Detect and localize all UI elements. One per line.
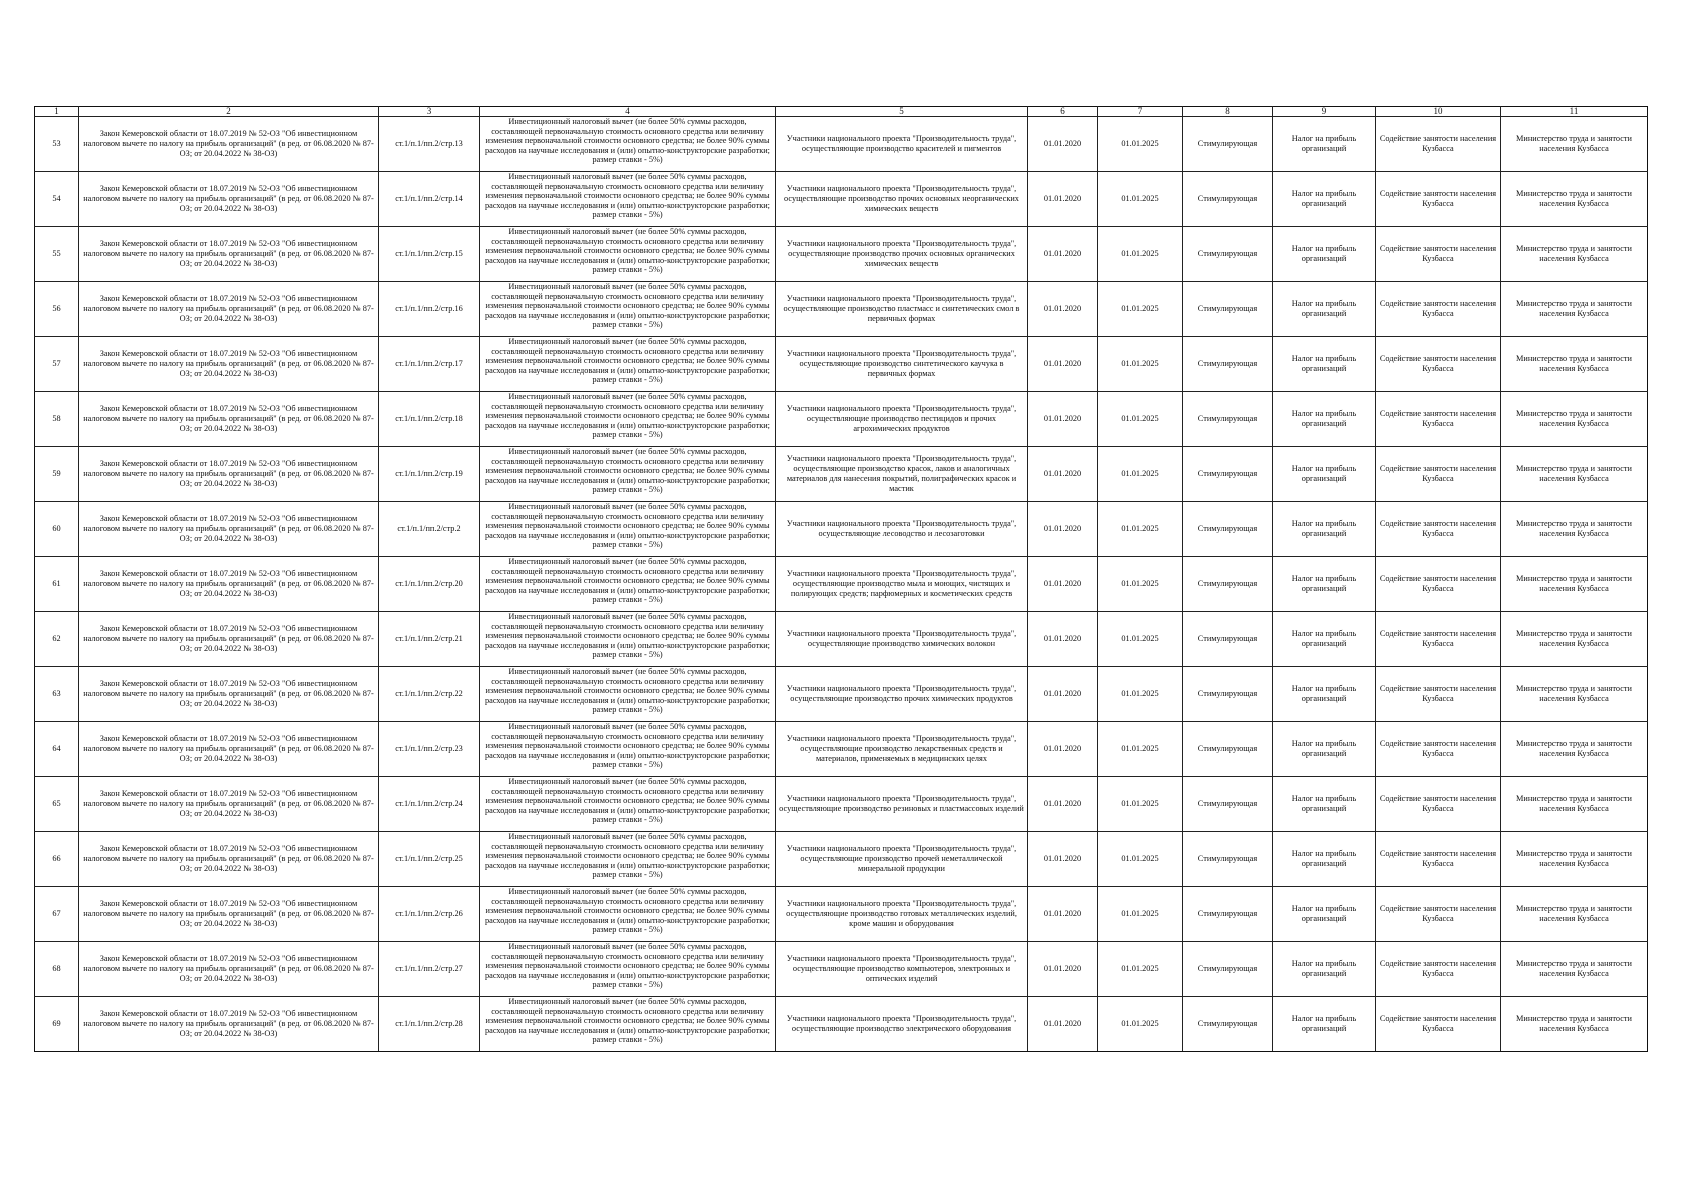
curator-cell: Министерство труда и занятости населения Кузбасса bbox=[1501, 777, 1648, 832]
law-reference-cell: Закон Кемеровской области от 18.07.2019 № 52-ОЗ "Об инвестиционном налоговом вычете по налогу на прибыль организаций" (в ред. от 06.08.2020 № 87-ОЗ; от 20.04.2022 № 38-ОЗ) bbox=[79, 722, 379, 777]
row-number-cell: 68 bbox=[35, 942, 79, 997]
end-date-cell: 01.01.2025 bbox=[1098, 557, 1183, 612]
tax-name-cell: Налог на прибыль организаций bbox=[1273, 282, 1376, 337]
end-date-cell: 01.01.2025 bbox=[1098, 227, 1183, 282]
goal-cell: Содействие занятости населения Кузбасса bbox=[1376, 117, 1501, 172]
table-body bbox=[35, 117, 1648, 1052]
tax-name-cell: Налог на прибыль организаций bbox=[1273, 227, 1376, 282]
article-reference-cell: ст.1/п.1/пп.2/стр.19 bbox=[379, 447, 480, 502]
goal-cell: Содействие занятости населения Кузбасса bbox=[1376, 667, 1501, 722]
goal-cell: Содействие занятости населения Кузбасса bbox=[1376, 502, 1501, 557]
table-row bbox=[35, 447, 1648, 502]
row-number-cell: 55 bbox=[35, 227, 79, 282]
deduction-description-cell: Инвестиционный налоговый вычет (не более 50% суммы расходов, составляющей первоначальную стоимость основного средства или величину изменения первоначальной стоимости основного средства; не более 90% суммы расходов на научные исследования и (или) опытно-конструкторские разработки; размер ставки - 5%) bbox=[480, 502, 776, 557]
row-number-cell: 65 bbox=[35, 777, 79, 832]
deduction-description-cell: Инвестиционный налоговый вычет (не более 50% суммы расходов, составляющей первоначальную стоимость основного средства или величину изменения первоначальной стоимости основного средства; не более 90% суммы расходов на научные исследования и (или) опытно-конструкторские разработки; размер ставки - 5%) bbox=[480, 887, 776, 942]
table-row bbox=[35, 227, 1648, 282]
beneficiary-category-cell: Участники национального проекта "Производительность труда", осуществляющие производство пестицидов и прочих агрохимических продуктов bbox=[776, 392, 1028, 447]
beneficiary-category-cell: Участники национального проекта "Производительность труда", осуществляющие производство прочих химических продуктов bbox=[776, 667, 1028, 722]
beneficiary-category-cell: Участники национального проекта "Производительность труда", осуществляющие производство резиновых и пластмассовых изделий bbox=[776, 777, 1028, 832]
beneficiary-category-cell: Участники национального проекта "Производительность труда", осуществляющие производство электрического оборудования bbox=[776, 997, 1028, 1052]
row-number-cell: 54 bbox=[35, 172, 79, 227]
start-date-cell: 01.01.2020 bbox=[1028, 557, 1098, 612]
goal-cell: Содействие занятости населения Кузбасса bbox=[1376, 227, 1501, 282]
end-date-cell: 01.01.2025 bbox=[1098, 777, 1183, 832]
row-number-cell: 57 bbox=[35, 337, 79, 392]
deduction-description-cell: Инвестиционный налоговый вычет (не более 50% суммы расходов, составляющей первоначальную стоимость основного средства или величину изменения первоначальной стоимости основного средства; не более 90% суммы расходов на научные исследования и (или) опытно-конструкторские разработки; размер ставки - 5%) bbox=[480, 832, 776, 887]
article-reference-cell: ст.1/п.1/пп.2/стр.20 bbox=[379, 557, 480, 612]
table-row bbox=[35, 887, 1648, 942]
goal-cell: Содействие занятости населения Кузбасса bbox=[1376, 612, 1501, 667]
end-date-cell: 01.01.2025 bbox=[1098, 722, 1183, 777]
deduction-description-cell: Инвестиционный налоговый вычет (не более 50% суммы расходов, составляющей первоначальную стоимость основного средства или величину изменения первоначальной стоимости основного средства; не более 90% суммы расходов на научные исследования и (или) опытно-конструкторские разработки; размер ставки - 5%) bbox=[480, 447, 776, 502]
row-number-cell: 59 bbox=[35, 447, 79, 502]
article-reference-cell: ст.1/п.1/пп.2/стр.18 bbox=[379, 392, 480, 447]
curator-cell: Министерство труда и занятости населения Кузбасса bbox=[1501, 172, 1648, 227]
goal-cell: Содействие занятости населения Кузбасса bbox=[1376, 392, 1501, 447]
benefit-type-cell: Стимулирующая bbox=[1183, 667, 1273, 722]
goal-cell: Содействие занятости населения Кузбасса bbox=[1376, 777, 1501, 832]
curator-cell: Министерство труда и занятости населения Кузбасса bbox=[1501, 997, 1648, 1052]
row-number-cell: 67 bbox=[35, 887, 79, 942]
deduction-description-cell: Инвестиционный налоговый вычет (не более 50% суммы расходов, составляющей первоначальную стоимость основного средства или величину изменения первоначальной стоимости основного средства; не более 90% суммы расходов на научные исследования и (или) опытно-конструкторские разработки; размер ставки - 5%) bbox=[480, 777, 776, 832]
tax-name-cell: Налог на прибыль организаций bbox=[1273, 447, 1376, 502]
benefit-type-cell: Стимулирующая bbox=[1183, 337, 1273, 392]
benefit-type-cell: Стимулирующая bbox=[1183, 722, 1273, 777]
law-reference-cell: Закон Кемеровской области от 18.07.2019 № 52-ОЗ "Об инвестиционном налоговом вычете по налогу на прибыль организаций" (в ред. от 06.08.2020 № 87-ОЗ; от 20.04.2022 № 38-ОЗ) bbox=[79, 502, 379, 557]
tax-name-cell: Налог на прибыль организаций bbox=[1273, 172, 1376, 227]
tax-name-cell: Налог на прибыль организаций bbox=[1273, 777, 1376, 832]
article-reference-cell: ст.1/п.1/пп.2/стр.13 bbox=[379, 117, 480, 172]
table-row bbox=[35, 502, 1648, 557]
deduction-description-cell: Инвестиционный налоговый вычет (не более 50% суммы расходов, составляющей первоначальную стоимость основного средства или величину изменения первоначальной стоимости основного средства; не более 90% суммы расходов на научные исследования и (или) опытно-конструкторские разработки; размер ставки - 5%) bbox=[480, 337, 776, 392]
law-reference-cell: Закон Кемеровской области от 18.07.2019 № 52-ОЗ "Об инвестиционном налоговом вычете по налогу на прибыль организаций" (в ред. от 06.08.2020 № 87-ОЗ; от 20.04.2022 № 38-ОЗ) bbox=[79, 227, 379, 282]
benefit-type-cell: Стимулирующая bbox=[1183, 227, 1273, 282]
end-date-cell: 01.01.2025 bbox=[1098, 832, 1183, 887]
tax-name-cell: Налог на прибыль организаций bbox=[1273, 722, 1376, 777]
deduction-description-cell: Инвестиционный налоговый вычет (не более 50% суммы расходов, составляющей первоначальную стоимость основного средства или величину изменения первоначальной стоимости основного средства; не более 90% суммы расходов на научные исследования и (или) опытно-конструкторские разработки; размер ставки - 5%) bbox=[480, 282, 776, 337]
curator-cell: Министерство труда и занятости населения Кузбасса bbox=[1501, 942, 1648, 997]
column-header: 9 bbox=[1273, 107, 1376, 117]
article-reference-cell: ст.1/п.1/пп.2/стр.21 bbox=[379, 612, 480, 667]
deduction-description-cell: Инвестиционный налоговый вычет (не более 50% суммы расходов, составляющей первоначальную стоимость основного средства или величину изменения первоначальной стоимости основного средства; не более 90% суммы расходов на научные исследования и (или) опытно-конструкторские разработки; размер ставки - 5%) bbox=[480, 942, 776, 997]
end-date-cell: 01.01.2025 bbox=[1098, 337, 1183, 392]
row-number-cell: 64 bbox=[35, 722, 79, 777]
curator-cell: Министерство труда и занятости населения Кузбасса bbox=[1501, 392, 1648, 447]
deduction-description-cell: Инвестиционный налоговый вычет (не более 50% суммы расходов, составляющей первоначальную стоимость основного средства или величину изменения первоначальной стоимости основного средства; не более 90% суммы расходов на научные исследования и (или) опытно-конструкторские разработки; размер ставки - 5%) bbox=[480, 392, 776, 447]
row-number-cell: 58 bbox=[35, 392, 79, 447]
beneficiary-category-cell: Участники национального проекта "Производительность труда", осуществляющие производство компьютеров, электронных и оптических изделий bbox=[776, 942, 1028, 997]
table-row bbox=[35, 337, 1648, 392]
law-reference-cell: Закон Кемеровской области от 18.07.2019 № 52-ОЗ "Об инвестиционном налоговом вычете по налогу на прибыль организаций" (в ред. от 06.08.2020 № 87-ОЗ; от 20.04.2022 № 38-ОЗ) bbox=[79, 997, 379, 1052]
deduction-description-cell: Инвестиционный налоговый вычет (не более 50% суммы расходов, составляющей первоначальную стоимость основного средства или величину изменения первоначальной стоимости основного средства; не более 90% суммы расходов на научные исследования и (или) опытно-конструкторские разработки; размер ставки - 5%) bbox=[480, 117, 776, 172]
tax-name-cell: Налог на прибыль организаций bbox=[1273, 337, 1376, 392]
deduction-description-cell: Инвестиционный налоговый вычет (не более 50% суммы расходов, составляющей первоначальную стоимость основного средства или величину изменения первоначальной стоимости основного средства; не более 90% суммы расходов на научные исследования и (или) опытно-конструкторские разработки; размер ставки - 5%) bbox=[480, 722, 776, 777]
goal-cell: Содействие занятости населения Кузбасса bbox=[1376, 997, 1501, 1052]
start-date-cell: 01.01.2020 bbox=[1028, 942, 1098, 997]
start-date-cell: 01.01.2020 bbox=[1028, 282, 1098, 337]
start-date-cell: 01.01.2020 bbox=[1028, 777, 1098, 832]
end-date-cell: 01.01.2025 bbox=[1098, 282, 1183, 337]
curator-cell: Министерство труда и занятости населения Кузбасса bbox=[1501, 832, 1648, 887]
curator-cell: Министерство труда и занятости населения Кузбасса bbox=[1501, 722, 1648, 777]
start-date-cell: 01.01.2020 bbox=[1028, 117, 1098, 172]
benefit-type-cell: Стимулирующая bbox=[1183, 502, 1273, 557]
column-header: 10 bbox=[1376, 107, 1501, 117]
benefit-type-cell: Стимулирующая bbox=[1183, 832, 1273, 887]
row-number-cell: 69 bbox=[35, 997, 79, 1052]
benefit-type-cell: Стимулирующая bbox=[1183, 172, 1273, 227]
tax-name-cell: Налог на прибыль организаций bbox=[1273, 557, 1376, 612]
beneficiary-category-cell: Участники национального проекта "Производительность труда", осуществляющие производство прочей неметаллической минеральной продукции bbox=[776, 832, 1028, 887]
beneficiary-category-cell: Участники национального проекта "Производительность труда", осуществляющие производство красителей и пигментов bbox=[776, 117, 1028, 172]
end-date-cell: 01.01.2025 bbox=[1098, 117, 1183, 172]
benefit-type-cell: Стимулирующая bbox=[1183, 612, 1273, 667]
benefit-type-cell: Стимулирующая bbox=[1183, 942, 1273, 997]
tax-benefits-table-sheet bbox=[34, 106, 1647, 1052]
start-date-cell: 01.01.2020 bbox=[1028, 227, 1098, 282]
deduction-description-cell: Инвестиционный налоговый вычет (не более 50% суммы расходов, составляющей первоначальную стоимость основного средства или величину изменения первоначальной стоимости основного средства; не более 90% суммы расходов на научные исследования и (или) опытно-конструкторские разработки; размер ставки - 5%) bbox=[480, 667, 776, 722]
beneficiary-category-cell: Участники национального проекта "Производительность труда", осуществляющие производство синтетического каучука в первичных формах bbox=[776, 337, 1028, 392]
end-date-cell: 01.01.2025 bbox=[1098, 392, 1183, 447]
article-reference-cell: ст.1/п.1/пп.2/стр.24 bbox=[379, 777, 480, 832]
column-header: 4 bbox=[480, 107, 776, 117]
curator-cell: Министерство труда и занятости населения Кузбасса bbox=[1501, 887, 1648, 942]
article-reference-cell: ст.1/п.1/пп.2/стр.15 bbox=[379, 227, 480, 282]
deduction-description-cell: Инвестиционный налоговый вычет (не более 50% суммы расходов, составляющей первоначальную стоимость основного средства или величину изменения первоначальной стоимости основного средства; не более 90% суммы расходов на научные исследования и (или) опытно-конструкторские разработки; размер ставки - 5%) bbox=[480, 997, 776, 1052]
goal-cell: Содействие занятости населения Кузбасса bbox=[1376, 172, 1501, 227]
benefit-type-cell: Стимулирующая bbox=[1183, 777, 1273, 832]
start-date-cell: 01.01.2020 bbox=[1028, 667, 1098, 722]
column-header: 1 bbox=[35, 107, 79, 117]
start-date-cell: 01.01.2020 bbox=[1028, 337, 1098, 392]
start-date-cell: 01.01.2020 bbox=[1028, 887, 1098, 942]
tax-benefits-table bbox=[34, 106, 1648, 1052]
curator-cell: Министерство труда и занятости населения Кузбасса bbox=[1501, 557, 1648, 612]
article-reference-cell: ст.1/п.1/пп.2/стр.16 bbox=[379, 282, 480, 337]
start-date-cell: 01.01.2020 bbox=[1028, 447, 1098, 502]
tax-name-cell: Налог на прибыль организаций bbox=[1273, 502, 1376, 557]
deduction-description-cell: Инвестиционный налоговый вычет (не более 50% суммы расходов, составляющей первоначальную стоимость основного средства или величину изменения первоначальной стоимости основного средства; не более 90% суммы расходов на научные исследования и (или) опытно-конструкторские разработки; размер ставки - 5%) bbox=[480, 612, 776, 667]
start-date-cell: 01.01.2020 bbox=[1028, 612, 1098, 667]
tax-name-cell: Налог на прибыль организаций bbox=[1273, 612, 1376, 667]
law-reference-cell: Закон Кемеровской области от 18.07.2019 № 52-ОЗ "Об инвестиционном налоговом вычете по налогу на прибыль организаций" (в ред. от 06.08.2020 № 87-ОЗ; от 20.04.2022 № 38-ОЗ) bbox=[79, 172, 379, 227]
start-date-cell: 01.01.2020 bbox=[1028, 172, 1098, 227]
row-number-cell: 66 bbox=[35, 832, 79, 887]
table-row bbox=[35, 612, 1648, 667]
goal-cell: Содействие занятости населения Кузбасса bbox=[1376, 942, 1501, 997]
table-row bbox=[35, 777, 1648, 832]
article-reference-cell: ст.1/п.1/пп.2/стр.17 bbox=[379, 337, 480, 392]
table-row bbox=[35, 942, 1648, 997]
tax-name-cell: Налог на прибыль организаций bbox=[1273, 997, 1376, 1052]
beneficiary-category-cell: Участники национального проекта "Производительность труда", осуществляющие производство прочих основных неорганических химических веществ bbox=[776, 172, 1028, 227]
beneficiary-category-cell: Участники национального проекта "Производительность труда", осуществляющие производство прочих основных органических химических веществ bbox=[776, 227, 1028, 282]
goal-cell: Содействие занятости населения Кузбасса bbox=[1376, 447, 1501, 502]
tax-name-cell: Налог на прибыль организаций bbox=[1273, 942, 1376, 997]
end-date-cell: 01.01.2025 bbox=[1098, 942, 1183, 997]
column-number-header-row bbox=[35, 107, 1648, 117]
article-reference-cell: ст.1/п.1/пп.2/стр.25 bbox=[379, 832, 480, 887]
curator-cell: Министерство труда и занятости населения Кузбасса bbox=[1501, 667, 1648, 722]
tax-name-cell: Налог на прибыль организаций bbox=[1273, 117, 1376, 172]
beneficiary-category-cell: Участники национального проекта "Производительность труда", осуществляющие производство пластмасс и синтетических смол в первичных формах bbox=[776, 282, 1028, 337]
article-reference-cell: ст.1/п.1/пп.2/стр.23 bbox=[379, 722, 480, 777]
law-reference-cell: Закон Кемеровской области от 18.07.2019 № 52-ОЗ "Об инвестиционном налоговом вычете по налогу на прибыль организаций" (в ред. от 06.08.2020 № 87-ОЗ; от 20.04.2022 № 38-ОЗ) bbox=[79, 337, 379, 392]
curator-cell: Министерство труда и занятости населения Кузбасса bbox=[1501, 117, 1648, 172]
end-date-cell: 01.01.2025 bbox=[1098, 502, 1183, 557]
law-reference-cell: Закон Кемеровской области от 18.07.2019 № 52-ОЗ "Об инвестиционном налоговом вычете по налогу на прибыль организаций" (в ред. от 06.08.2020 № 87-ОЗ; от 20.04.2022 № 38-ОЗ) bbox=[79, 392, 379, 447]
tax-name-cell: Налог на прибыль организаций bbox=[1273, 832, 1376, 887]
row-number-cell: 56 bbox=[35, 282, 79, 337]
law-reference-cell: Закон Кемеровской области от 18.07.2019 № 52-ОЗ "Об инвестиционном налоговом вычете по налогу на прибыль организаций" (в ред. от 06.08.2020 № 87-ОЗ; от 20.04.2022 № 38-ОЗ) bbox=[79, 667, 379, 722]
article-reference-cell: ст.1/п.1/пп.2/стр.22 bbox=[379, 667, 480, 722]
row-number-cell: 60 bbox=[35, 502, 79, 557]
curator-cell: Министерство труда и занятости населения Кузбасса bbox=[1501, 227, 1648, 282]
deduction-description-cell: Инвестиционный налоговый вычет (не более 50% суммы расходов, составляющей первоначальную стоимость основного средства или величину изменения первоначальной стоимости основного средства; не более 90% суммы расходов на научные исследования и (или) опытно-конструкторские разработки; размер ставки - 5%) bbox=[480, 557, 776, 612]
end-date-cell: 01.01.2025 bbox=[1098, 887, 1183, 942]
law-reference-cell: Закон Кемеровской области от 18.07.2019 № 52-ОЗ "Об инвестиционном налоговом вычете по налогу на прибыль организаций" (в ред. от 06.08.2020 № 87-ОЗ; от 20.04.2022 № 38-ОЗ) bbox=[79, 612, 379, 667]
benefit-type-cell: Стимулирующая bbox=[1183, 282, 1273, 337]
curator-cell: Министерство труда и занятости населения Кузбасса bbox=[1501, 612, 1648, 667]
curator-cell: Министерство труда и занятости населения Кузбасса bbox=[1501, 502, 1648, 557]
start-date-cell: 01.01.2020 bbox=[1028, 832, 1098, 887]
table-row bbox=[35, 832, 1648, 887]
goal-cell: Содействие занятости населения Кузбасса bbox=[1376, 337, 1501, 392]
goal-cell: Содействие занятости населения Кузбасса bbox=[1376, 557, 1501, 612]
article-reference-cell: ст.1/п.1/пп.2/стр.14 bbox=[379, 172, 480, 227]
start-date-cell: 01.01.2020 bbox=[1028, 502, 1098, 557]
benefit-type-cell: Стимулирующая bbox=[1183, 447, 1273, 502]
tax-name-cell: Налог на прибыль организаций bbox=[1273, 667, 1376, 722]
end-date-cell: 01.01.2025 bbox=[1098, 172, 1183, 227]
row-number-cell: 63 bbox=[35, 667, 79, 722]
column-header: 7 bbox=[1098, 107, 1183, 117]
table-row bbox=[35, 997, 1648, 1052]
curator-cell: Министерство труда и занятости населения Кузбасса bbox=[1501, 282, 1648, 337]
law-reference-cell: Закон Кемеровской области от 18.07.2019 № 52-ОЗ "Об инвестиционном налоговом вычете по налогу на прибыль организаций" (в ред. от 06.08.2020 № 87-ОЗ; от 20.04.2022 № 38-ОЗ) bbox=[79, 887, 379, 942]
beneficiary-category-cell: Участники национального проекта "Производительность труда", осуществляющие лесоводство и лесозаготовки bbox=[776, 502, 1028, 557]
tax-name-cell: Налог на прибыль организаций bbox=[1273, 887, 1376, 942]
deduction-description-cell: Инвестиционный налоговый вычет (не более 50% суммы расходов, составляющей первоначальную стоимость основного средства или величину изменения первоначальной стоимости основного средства; не более 90% суммы расходов на научные исследования и (или) опытно-конструкторские разработки; размер ставки - 5%) bbox=[480, 227, 776, 282]
start-date-cell: 01.01.2020 bbox=[1028, 997, 1098, 1052]
row-number-cell: 53 bbox=[35, 117, 79, 172]
law-reference-cell: Закон Кемеровской области от 18.07.2019 № 52-ОЗ "Об инвестиционном налоговом вычете по налогу на прибыль организаций" (в ред. от 06.08.2020 № 87-ОЗ; от 20.04.2022 № 38-ОЗ) bbox=[79, 117, 379, 172]
law-reference-cell: Закон Кемеровской области от 18.07.2019 № 52-ОЗ "Об инвестиционном налоговом вычете по налогу на прибыль организаций" (в ред. от 06.08.2020 № 87-ОЗ; от 20.04.2022 № 38-ОЗ) bbox=[79, 942, 379, 997]
goal-cell: Содействие занятости населения Кузбасса bbox=[1376, 832, 1501, 887]
benefit-type-cell: Стимулирующая bbox=[1183, 117, 1273, 172]
table-row bbox=[35, 667, 1648, 722]
law-reference-cell: Закон Кемеровской области от 18.07.2019 № 52-ОЗ "Об инвестиционном налоговом вычете по налогу на прибыль организаций" (в ред. от 06.08.2020 № 87-ОЗ; от 20.04.2022 № 38-ОЗ) bbox=[79, 557, 379, 612]
beneficiary-category-cell: Участники национального проекта "Производительность труда", осуществляющие производство лекарственных средств и материалов, применяемых в медицинских целях bbox=[776, 722, 1028, 777]
column-header: 5 bbox=[776, 107, 1028, 117]
table-row bbox=[35, 172, 1648, 227]
end-date-cell: 01.01.2025 bbox=[1098, 612, 1183, 667]
end-date-cell: 01.01.2025 bbox=[1098, 997, 1183, 1052]
end-date-cell: 01.01.2025 bbox=[1098, 447, 1183, 502]
beneficiary-category-cell: Участники национального проекта "Производительность труда", осуществляющие производство красок, лаков и аналогичных материалов для нанесения покрытий, полиграфических красок и мастик bbox=[776, 447, 1028, 502]
curator-cell: Министерство труда и занятости населения Кузбасса bbox=[1501, 447, 1648, 502]
goal-cell: Содействие занятости населения Кузбасса bbox=[1376, 887, 1501, 942]
benefit-type-cell: Стимулирующая bbox=[1183, 557, 1273, 612]
table-row bbox=[35, 282, 1648, 337]
law-reference-cell: Закон Кемеровской области от 18.07.2019 № 52-ОЗ "Об инвестиционном налоговом вычете по налогу на прибыль организаций" (в ред. от 06.08.2020 № 87-ОЗ; от 20.04.2022 № 38-ОЗ) bbox=[79, 832, 379, 887]
deduction-description-cell: Инвестиционный налоговый вычет (не более 50% суммы расходов, составляющей первоначальную стоимость основного средства или величину изменения первоначальной стоимости основного средства; не более 90% суммы расходов на научные исследования и (или) опытно-конструкторские разработки; размер ставки - 5%) bbox=[480, 172, 776, 227]
article-reference-cell: ст.1/п.1/пп.2/стр.26 bbox=[379, 887, 480, 942]
benefit-type-cell: Стимулирующая bbox=[1183, 392, 1273, 447]
row-number-cell: 62 bbox=[35, 612, 79, 667]
benefit-type-cell: Стимулирующая bbox=[1183, 887, 1273, 942]
goal-cell: Содействие занятости населения Кузбасса bbox=[1376, 282, 1501, 337]
column-header: 3 bbox=[379, 107, 480, 117]
start-date-cell: 01.01.2020 bbox=[1028, 722, 1098, 777]
table-row bbox=[35, 557, 1648, 612]
law-reference-cell: Закон Кемеровской области от 18.07.2019 № 52-ОЗ "Об инвестиционном налоговом вычете по налогу на прибыль организаций" (в ред. от 06.08.2020 № 87-ОЗ; от 20.04.2022 № 38-ОЗ) bbox=[79, 777, 379, 832]
tax-name-cell: Налог на прибыль организаций bbox=[1273, 392, 1376, 447]
benefit-type-cell: Стимулирующая bbox=[1183, 997, 1273, 1052]
end-date-cell: 01.01.2025 bbox=[1098, 667, 1183, 722]
row-number-cell: 61 bbox=[35, 557, 79, 612]
column-header: 8 bbox=[1183, 107, 1273, 117]
law-reference-cell: Закон Кемеровской области от 18.07.2019 № 52-ОЗ "Об инвестиционном налоговом вычете по налогу на прибыль организаций" (в ред. от 06.08.2020 № 87-ОЗ; от 20.04.2022 № 38-ОЗ) bbox=[79, 282, 379, 337]
goal-cell: Содействие занятости населения Кузбасса bbox=[1376, 722, 1501, 777]
article-reference-cell: ст.1/п.1/пп.2/стр.2 bbox=[379, 502, 480, 557]
beneficiary-category-cell: Участники национального проекта "Производительность труда", осуществляющие производство химических волокон bbox=[776, 612, 1028, 667]
article-reference-cell: ст.1/п.1/пп.2/стр.28 bbox=[379, 997, 480, 1052]
beneficiary-category-cell: Участники национального проекта "Производительность труда", осуществляющие производство мыла и моющих, чистящих и полирующих средств; парфюмерных и косметических средств bbox=[776, 557, 1028, 612]
table-row bbox=[35, 392, 1648, 447]
table-row bbox=[35, 722, 1648, 777]
start-date-cell: 01.01.2020 bbox=[1028, 392, 1098, 447]
column-header: 6 bbox=[1028, 107, 1098, 117]
beneficiary-category-cell: Участники национального проекта "Производительность труда", осуществляющие производство готовых металлических изделий, кроме машин и оборудования bbox=[776, 887, 1028, 942]
table-row bbox=[35, 117, 1648, 172]
column-header: 2 bbox=[79, 107, 379, 117]
curator-cell: Министерство труда и занятости населения Кузбасса bbox=[1501, 337, 1648, 392]
law-reference-cell: Закон Кемеровской области от 18.07.2019 № 52-ОЗ "Об инвестиционном налоговом вычете по налогу на прибыль организаций" (в ред. от 06.08.2020 № 87-ОЗ; от 20.04.2022 № 38-ОЗ) bbox=[79, 447, 379, 502]
article-reference-cell: ст.1/п.1/пп.2/стр.27 bbox=[379, 942, 480, 997]
column-header: 11 bbox=[1501, 107, 1648, 117]
